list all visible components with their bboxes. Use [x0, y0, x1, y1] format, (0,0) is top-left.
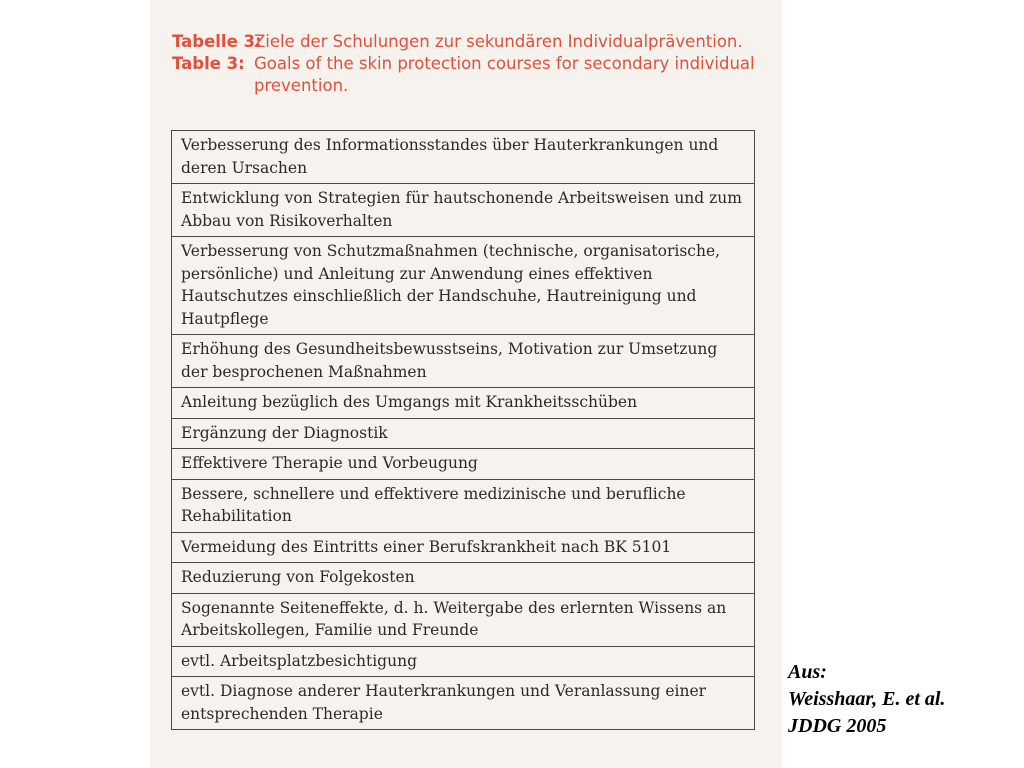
caption-english: [172, 53, 772, 97]
table-cell: Sogenannte Seiteneffekte, d. h. Weitergabe des erlernten Wissens an Arbeitskollegen, Familie und Freunde: [172, 593, 755, 646]
table-row: [172, 449, 755, 480]
caption-english-label: Table 3:: [172, 54, 245, 73]
table-cell: Effektivere Therapie und Vorbeugung: [172, 449, 755, 480]
table-row: [172, 563, 755, 594]
table-row: [172, 646, 755, 677]
table-cell: evtl. Arbeitsplatzbesichtigung: [172, 646, 755, 677]
table-cell: Verbesserung von Schutzmaßnahmen (technische, organisatorische, persönliche) und Anleitung zur Anwendung eines effektiven Hautschutzes einschließlich der Handschuhe, Hautreinigung und Hautpflege: [172, 237, 755, 335]
table-cell: Verbesserung des Informationsstandes über Hauterkrankungen und deren Ursachen: [172, 131, 755, 184]
table-row: [172, 677, 755, 730]
table-cell: Bessere, schnellere und effektivere medizinische und berufliche Rehabilitation: [172, 479, 755, 532]
table-row: [172, 593, 755, 646]
caption-german-text: Ziele der Schulungen zur sekundären Individualprävention.: [254, 32, 743, 51]
caption-german-label: Tabelle 3:: [172, 32, 262, 51]
source-citation: [788, 659, 945, 740]
table-row: [172, 388, 755, 419]
table-cell: Ergänzung der Diagnostik: [172, 418, 755, 449]
citation-journal: JDDG 2005: [788, 715, 887, 737]
caption-german: [172, 31, 772, 53]
table-row: [172, 418, 755, 449]
table-row: [172, 237, 755, 335]
citation-prefix: Aus:: [788, 661, 827, 683]
table-cell: Erhöhung des Gesundheitsbewusstseins, Motivation zur Umsetzung der besprochenen Maßnahmen: [172, 335, 755, 388]
table-cell: Reduzierung von Folgekosten: [172, 563, 755, 594]
table-cell: Anleitung bezüglich des Umgangs mit Krankheitsschüben: [172, 388, 755, 419]
table-row: [172, 184, 755, 237]
table-row: [172, 335, 755, 388]
table-cell: Entwicklung von Strategien für hautschonende Arbeitsweisen und zum Abbau von Risikoverhalten: [172, 184, 755, 237]
table-cell: evtl. Diagnose anderer Hauterkrankungen und Veranlassung einer entsprechenden Therapie: [172, 677, 755, 730]
table-row: [172, 532, 755, 563]
caption-english-text: Goals of the skin protection courses for secondary individual prevention.: [254, 54, 755, 95]
goals-table: [171, 130, 755, 730]
citation-authors: Weisshaar, E. et al.: [788, 688, 946, 710]
table-row: [172, 131, 755, 184]
table-row: [172, 479, 755, 532]
table-caption: [172, 31, 772, 97]
table-cell: Vermeidung des Eintritts einer Berufskrankheit nach BK 5101: [172, 532, 755, 563]
